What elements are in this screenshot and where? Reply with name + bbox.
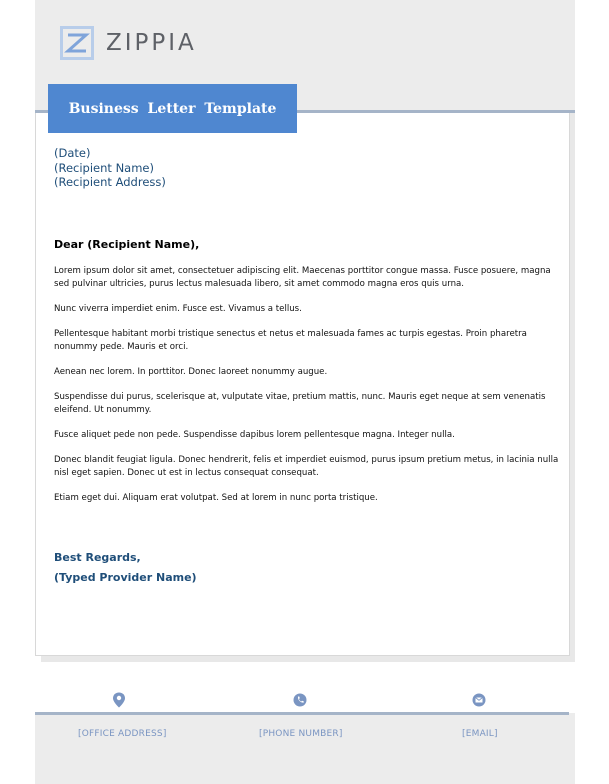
office-address-placeholder: [OFFICE ADDRESS] [78,729,167,739]
page-shadow-bottom [41,656,575,662]
closing-regards: Best Regards, [54,551,141,564]
phone-number-placeholder: [PHONE NUMBER] [259,729,343,739]
logo-wordmark: ZIPPIA [106,30,197,56]
recipient-block [54,146,166,190]
body-paragraph: Etiam eget dui. Aliquam erat volutpat. Sed at lorem in nunc porta tristique. [54,493,378,503]
location-pin-icon [112,692,126,708]
zippia-logo-icon [60,26,94,60]
body-paragraph: Nunc viverra imperdiet enim. Fusce est. Vivamus a tellus. [54,304,302,314]
email-placeholder: [EMAIL] [462,729,498,739]
body-paragraph: Fusce aliquet pede non pede. Suspendisse dapibus lorem pellentesque magna. Integer nulla. [54,430,455,440]
phone-icon [293,692,307,708]
body-paragraph: Aenean nec lorem. In porttitor. Donec laoreet nonummy augue. [54,367,328,377]
zippia-logo [60,26,197,60]
closing-block [54,548,197,588]
body-paragraph: Suspendisse dui purus, scelerisque at, vulputate vitae, pretium mattis, nunc. Mauris eget neque at sem venenatis eleifend. Ut nonummy. [54,392,546,415]
body-paragraph: Pellentesque habitant morbi tristique senectus et netus et malesuada fames ac turpis egestas. Proin pharetra nonummy pede. Mauris et orci. [54,329,527,352]
footer-band [35,713,575,784]
footer-rule [35,712,569,715]
template-title: Business Letter Template [68,100,277,117]
date-placeholder: (Date) [54,146,91,160]
recipient-address-placeholder: (Recipient Address) [54,175,166,189]
signer-name-placeholder: (Typed Provider Name) [54,571,197,584]
email-icon [472,692,486,708]
body-paragraph: Donec blandit feugiat ligula. Donec hendrerit, felis et imperdiet euismod, purus ipsum pretium metus, in lacinia nulla nisl eget sapien. Donec ut est in lectus consequat consequat. [54,455,559,478]
recipient-name-placeholder: (Recipient Name) [54,160,154,175]
letter-body [54,265,562,517]
salutation: Dear (Recipient Name), [54,238,200,251]
body-paragraph: Lorem ipsum dolor sit amet, consectetuer adipiscing elit. Maecenas porttitor congue massa. Fusce posuere, magna sed pulvinar ultricies, purus lectus malesuada libero, sit amet commodo magna eros quis urna. [54,266,551,289]
template-title-banner [48,84,297,133]
